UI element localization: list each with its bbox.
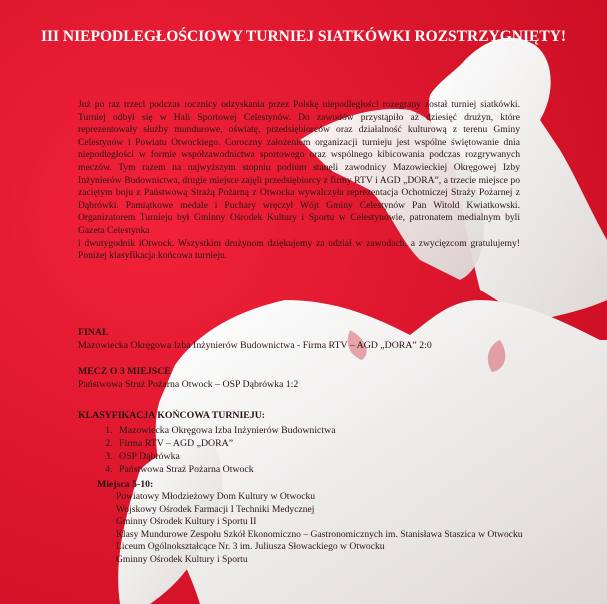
page-title: III NIEPODLEGŁOŚCIOWY TURNIEJ SIATKÓWKI ROZSTRZYGNIĘTY! — [40, 28, 567, 45]
list-item: Wojskowy Ośrodek Farmacji I Techniki Medycznej — [116, 503, 315, 515]
classification-list — [78, 424, 336, 476]
classification-heading: KLASYFIKACJA KOŃCOWA TURNIEJU: — [78, 410, 266, 421]
intro-paragraph — [78, 99, 520, 263]
places-list — [116, 491, 526, 567]
list-item: Liceum Ogólnokształcące Nr. 3 im. Juliusza Słowackiego w Otwocku — [116, 541, 385, 553]
places-heading: Miejsca 5-10: — [97, 479, 154, 490]
final-heading: FINAŁ — [78, 327, 109, 338]
list-item: Gminny Ośrodek Kultury i Sportu — [116, 553, 248, 565]
final-section — [78, 327, 432, 352]
third-place-heading: MECZ O 3 MIEJSCE — [78, 366, 171, 377]
list-item: Gminny Ośrodek Kultury i Sportu II — [116, 516, 257, 528]
final-result: Mazowiecka Okręgowa Izba Inżynierów Budownictwa - Firma RTV – AGD „DORA” 2:0 — [78, 339, 432, 351]
intro-text: Już po raz trzeci podczas rocznicy odzyskania przez Polskę niepodległości rozegrany został turniej siatkówki. Turniej odbył się w Hali Sportowej Celestynów. Do zawodów przystąpiło aż dziesięć drużyn, które reprezentowały służby mundurowe, oświatę, przedsiębiorców oraz działalność kulturową z terenu Gminy Celestynów i Powiatu Otwockiego. Coroczny założeniem organizacji turnieju jest wspólne świętowanie dnia niepodległości w formie współzawodnictwa sportowego oraz wspólnego kibicowania podczas rozgrywanych meczów. Tym razem na najwyższym stopniu podium stanęli zawodnicy Mazowieckiej Okręgowej Izby Inżynierów Budownictwa, drugie miejsce zajęli przedsiębiorcy z firmy RTV i AGD „DORA”, a trzecie miejsce po zaciętym boju z Państwową Strażą Pożarną z Otwocka wywalczyła reprezentacja Ochotniczej Straży Pożarnej z Dąbrówki. Pamiątkowe medale i Puchary wręczył Wójt Gminy Celestynów Pan Witold Kwiatkowski. Organizatorem Turnieju był Gminny Ośrodek Kultury i Sportu w Celestynowie, patronatem medialnym byli Gazeta Celestynka — [78, 99, 520, 236]
third-place-section — [78, 366, 298, 391]
third-place-result: Państwowa Straż Pożarna Otwock – OSP Dąbrówka 1:2 — [78, 378, 299, 390]
intro-text-2: i dwutygodnik iOtwock. Wszystkim drużynom dziękujemy za udział w zawodach, a zwycięzcom gratulujemy! Poniżej klasyfikacja końcowa turnieju. — [78, 237, 520, 262]
list-item: Powiatowy Młodzieżowy Dom Kultury w Otwocku — [116, 491, 316, 502]
list-item: 4. Państwowa Straż Pożarna Otwock — [115, 463, 336, 476]
list-item: 3. OSP Dąbrówka — [115, 450, 336, 463]
list-item: 2. Firma RTV – AGD „DORA” — [115, 437, 336, 450]
list-item: 1. Mazowiecka Okręgowa Izba Inżynierów Budownictwa — [115, 424, 336, 437]
list-item: Klasy Mundurowe Zespołu Szkół Ekonomiczno – Gastronomicznych im. Stanisława Staszica w Otwocku — [116, 528, 523, 540]
